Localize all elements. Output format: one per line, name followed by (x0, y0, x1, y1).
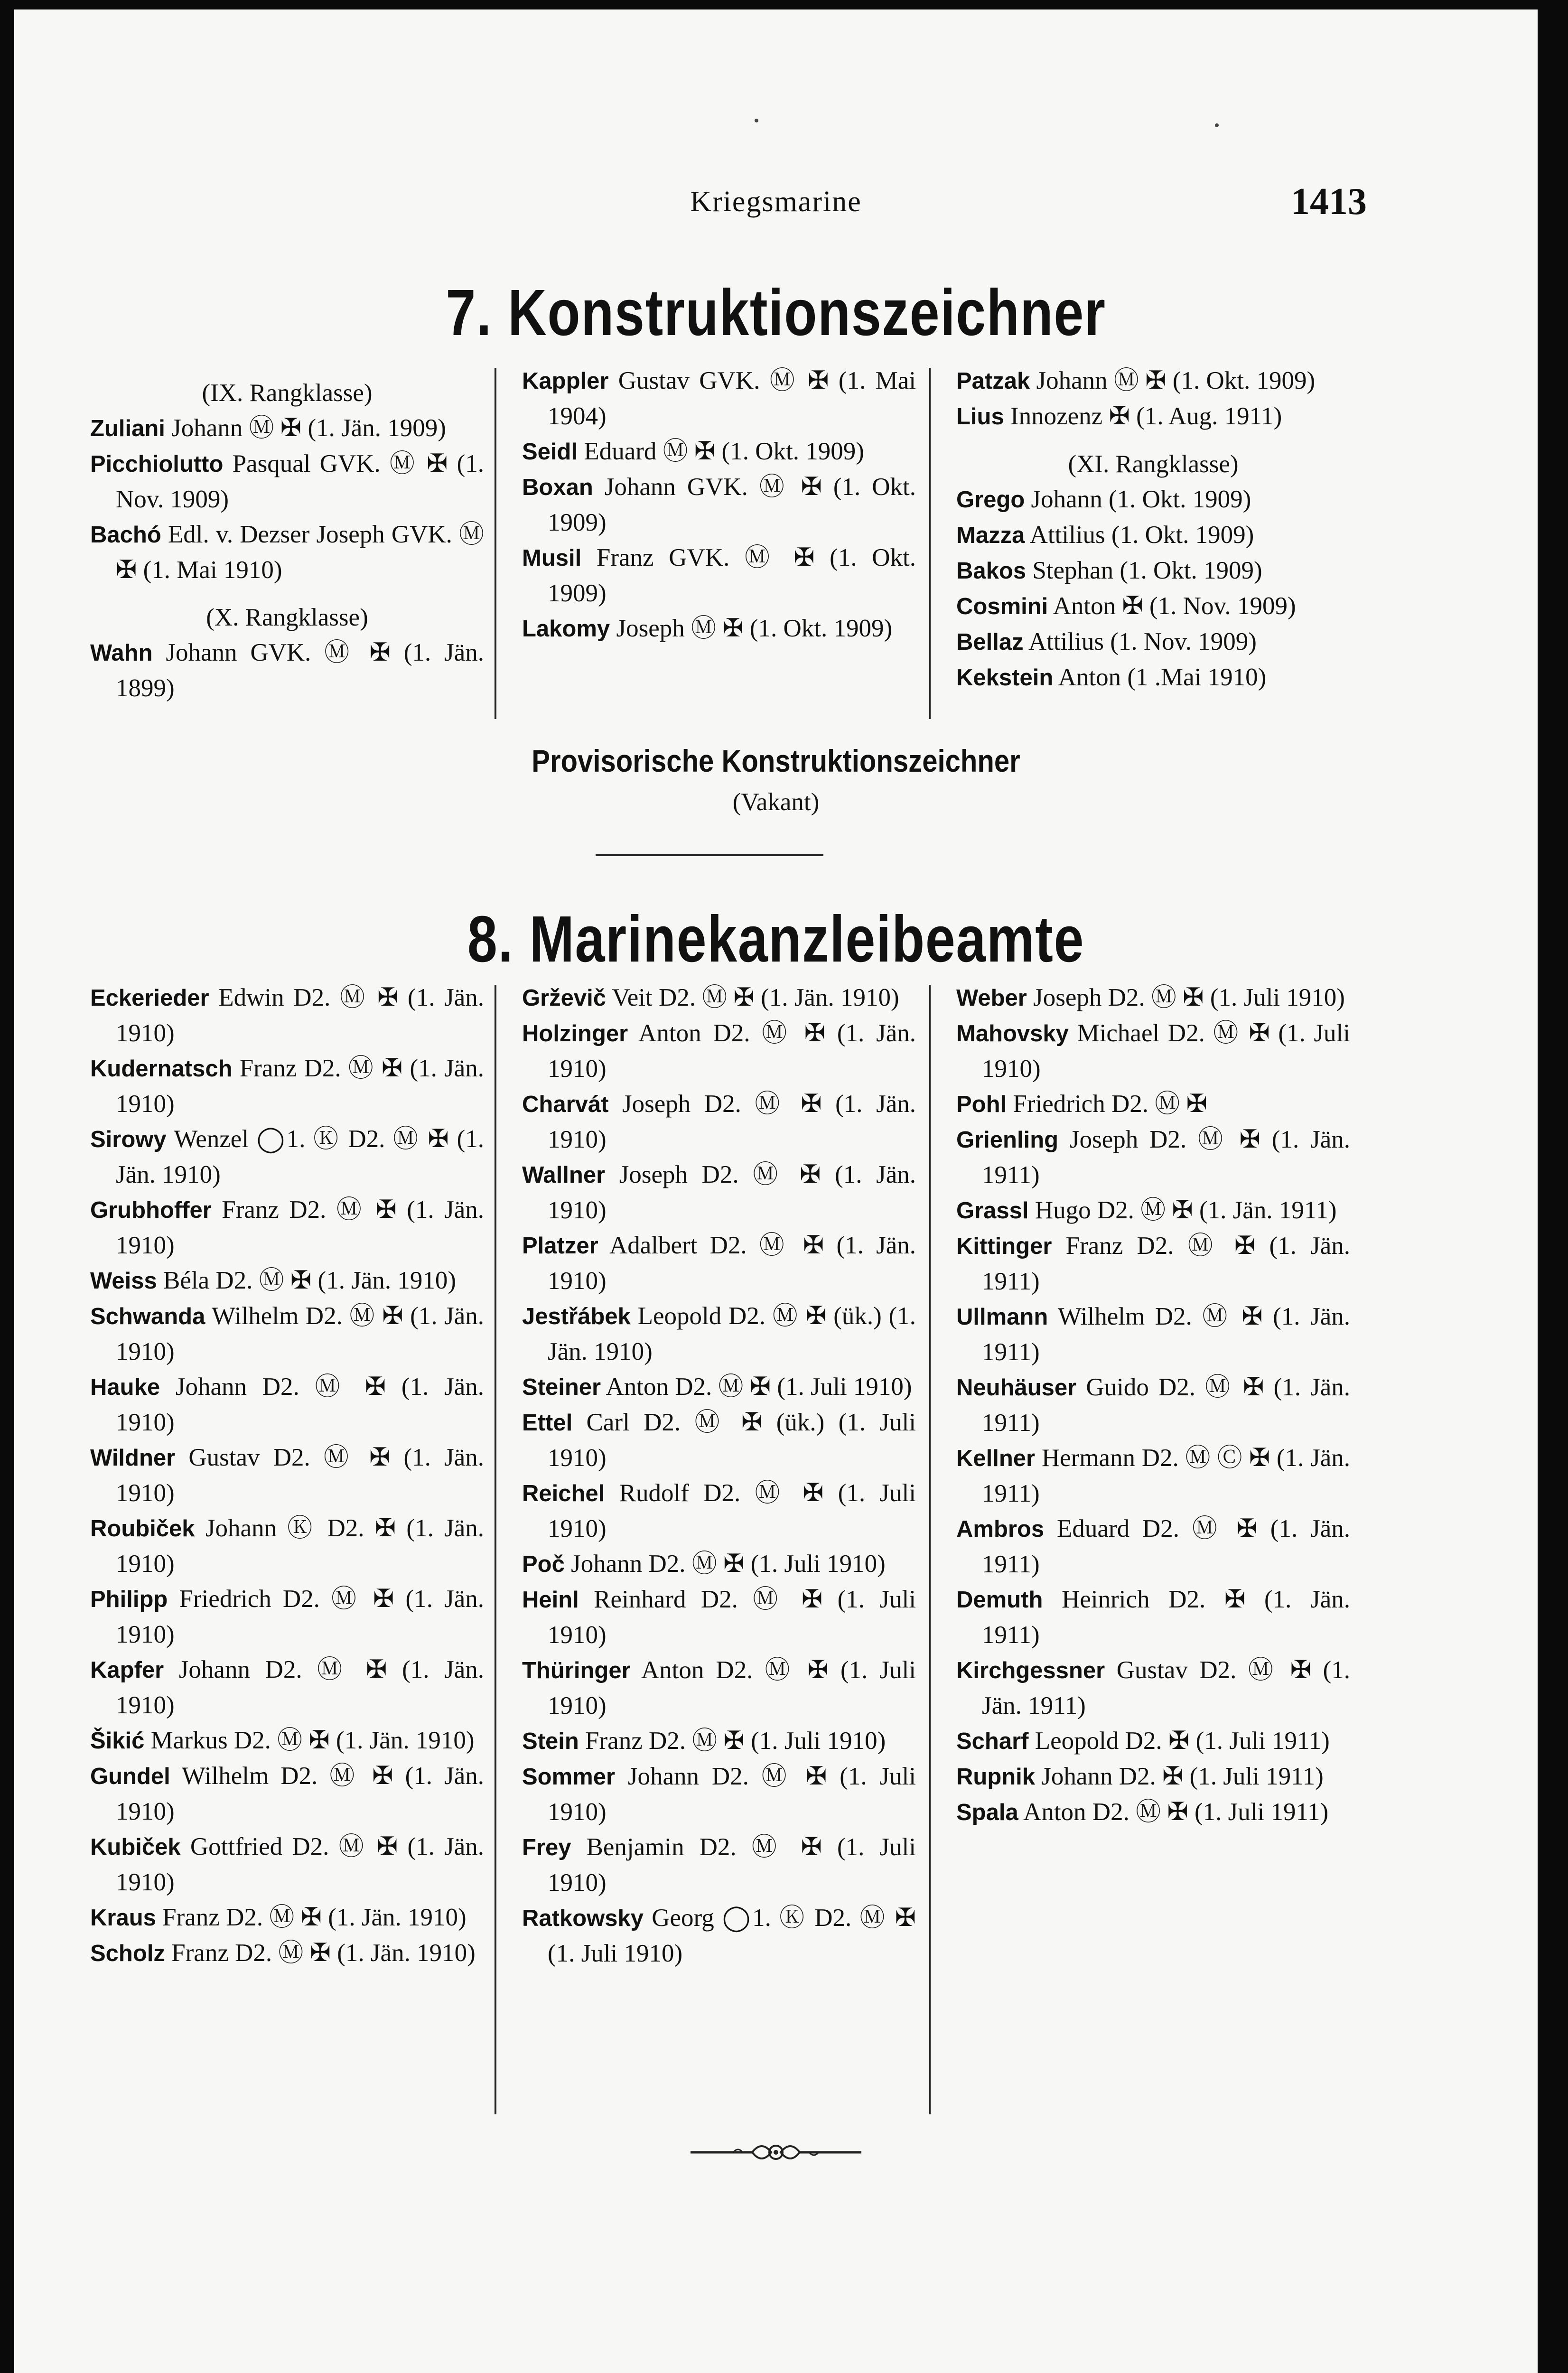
surname: Scholz (90, 1941, 165, 1966)
personnel-entry (956, 1794, 1350, 1830)
surname: Grubhoffer (90, 1197, 212, 1223)
scan-speck (1215, 123, 1219, 127)
personnel-entry (956, 517, 1350, 553)
surname: Spala (956, 1800, 1018, 1825)
surname: Ratkowsky (522, 1906, 644, 1931)
entry-details: Wilhelm D2. Ⓜ ✠ (1. Jän. 1910) (116, 1762, 484, 1825)
provisional-note: (Vakant) (732, 788, 820, 816)
personnel-entry (90, 1299, 484, 1369)
surname: Pohl (956, 1092, 1007, 1117)
personnel-entry (90, 980, 484, 1051)
surname: Charvát (522, 1092, 609, 1117)
entry-details: Joseph D2. Ⓜ ✠ (1. Jän. 1911) (982, 1126, 1350, 1189)
entry-details: Johann D2. Ⓜ ✠ (1. Jän. 1910) (116, 1373, 484, 1436)
entry-details: Heinrich D2. ✠ (1. Jän. 1911) (982, 1586, 1350, 1649)
surname: Scharf (956, 1728, 1029, 1754)
surname: Kappler (522, 368, 609, 394)
personnel-entry (522, 469, 916, 540)
personnel-entry (956, 1299, 1350, 1370)
personnel-entry (522, 1016, 916, 1086)
surname: Cosmini (956, 594, 1048, 619)
surname: Kittinger (956, 1233, 1052, 1259)
rank-class-heading: (IX. Rangklasse) (202, 379, 373, 407)
spacer (90, 588, 484, 600)
entry-details: Georg ◯1. Ⓚ D2. Ⓜ ✠ (1. Juli 1910) (548, 1904, 916, 1967)
entry-details: Stephan (1. Okt. 1909) (1026, 557, 1262, 584)
section-divider-rule (596, 854, 823, 856)
entry-details: Johann D2. Ⓜ ✠ (1. Juli 1910) (548, 1763, 916, 1826)
surname: Sommer (522, 1764, 616, 1790)
rank-class-heading: (XI. Rangklasse) (1068, 450, 1239, 478)
surname: Neuhäuser (956, 1375, 1077, 1401)
personnel-entry (90, 1900, 484, 1935)
entry-details: Pasqual GVK. Ⓜ ✠ (1. Nov. 1909) (116, 450, 484, 513)
scan-speck (755, 119, 758, 122)
personnel-entry (522, 363, 916, 434)
surname: Steiner (522, 1374, 601, 1400)
entry-details: Gottfried D2. Ⓜ ✠ (1. Jän. 1910) (116, 1833, 484, 1896)
entry-details: Johann GVK. Ⓜ ✠ (1. Jän. 1899) (116, 639, 484, 702)
surname: Sirowy (90, 1127, 167, 1152)
running-head-title: Kriegsmarine (690, 186, 862, 218)
personnel-entry (956, 1653, 1350, 1723)
surname: Ambros (956, 1516, 1045, 1542)
personnel-entry (956, 660, 1350, 695)
surname: Wildner (90, 1445, 176, 1471)
personnel-entry (90, 1263, 484, 1299)
personnel-entry (90, 1369, 484, 1440)
personnel-entry (522, 1405, 916, 1476)
surname: Kraus (90, 1905, 156, 1931)
entry-details: Veit D2. Ⓜ ✠ (1. Jän. 1910) (606, 984, 899, 1011)
surname: Gundel (90, 1764, 170, 1789)
personnel-entry (90, 1051, 484, 1121)
column-divider (929, 985, 931, 2114)
entry-details: Johann Ⓜ ✠ (1. Okt. 1909) (1030, 367, 1316, 394)
surname: Platzer (522, 1233, 598, 1259)
entry-details: Franz D2. Ⓜ ✠ (1. Jän. 1910) (165, 1939, 476, 1967)
document-page (14, 9, 1538, 2373)
personnel-entry (956, 624, 1350, 660)
entry-details: Attilius (1. Nov. 1909) (1023, 628, 1257, 655)
entry-details: Joseph Ⓜ ✠ (1. Okt. 1909) (610, 615, 893, 642)
personnel-entry (522, 1653, 916, 1723)
personnel-entry (522, 1900, 916, 1971)
surname: Rupnik (956, 1764, 1036, 1790)
entry-details: Edl. v. Dezser Joseph GVK. Ⓜ ✠ (1. Mai 1910) (116, 521, 484, 584)
entry-details: Leopold D2. ✠ (1. Juli 1911) (1028, 1727, 1330, 1755)
surname: Kellner (956, 1446, 1036, 1471)
surname: Bakos (956, 558, 1027, 584)
section-7-column-3 (956, 363, 1350, 695)
entry-details: Eduard Ⓜ ✠ (1. Okt. 1909) (578, 438, 864, 465)
surname: Holzinger (522, 1021, 628, 1046)
section-8-title: 8. Marinekanzleibeamte (467, 903, 1085, 976)
entry-details: Michael D2. Ⓜ ✠ (1. Juli 1910) (982, 1019, 1350, 1083)
surname: Ettel (522, 1410, 573, 1436)
personnel-entry (522, 1476, 916, 1546)
surname: Kudernatsch (90, 1056, 233, 1082)
surname: Zuliani (90, 416, 165, 441)
entry-details: Franz D2. Ⓜ ✠ (1. Jän. 1910) (116, 1055, 484, 1118)
entry-details: Johann (1. Okt. 1909) (1025, 486, 1251, 513)
surname: Roubiček (90, 1516, 195, 1542)
surname: Bachó (90, 522, 161, 548)
spacer (956, 434, 1350, 447)
surname: Heinl (522, 1587, 579, 1613)
surname: Eckerieder (90, 985, 209, 1011)
personnel-entry (522, 540, 916, 611)
surname: Wallner (522, 1162, 606, 1188)
surname: Picchiolutto (90, 451, 224, 477)
personnel-entry (956, 1016, 1350, 1086)
surname: Kekstein (956, 665, 1054, 691)
personnel-entry (956, 399, 1350, 434)
entry-details: Johann Ⓚ D2. ✠ (1. Jän. 1910) (116, 1514, 484, 1578)
surname: Bellaz (956, 629, 1024, 655)
surname: Poč (522, 1551, 565, 1577)
personnel-entry (956, 482, 1350, 517)
surname: Seidl (522, 439, 578, 465)
entry-details: Wilhelm D2. Ⓜ ✠ (1. Jän. 1910) (116, 1302, 484, 1365)
surname: Hauke (90, 1374, 160, 1400)
surname: Boxan (522, 475, 593, 500)
surname: Grienling (956, 1127, 1059, 1153)
surname: Stein (522, 1728, 579, 1754)
entry-details: Hugo D2. Ⓜ ✠ (1. Jän. 1911) (1028, 1196, 1337, 1224)
personnel-entry (956, 980, 1350, 1016)
entry-details: Edwin D2. Ⓜ ✠ (1. Jän. 1910) (116, 984, 484, 1047)
surname: Šikić (90, 1728, 145, 1754)
entry-details: Franz D2. Ⓜ ✠ (1. Jän. 1910) (116, 1196, 484, 1259)
personnel-entry (956, 1759, 1350, 1794)
personnel-entry (522, 1582, 916, 1653)
surname: Thüringer (522, 1658, 631, 1683)
surname: Musil (522, 545, 582, 571)
entry-details: Franz D2. Ⓜ ✠ (1. Jän. 1911) (982, 1232, 1350, 1295)
entry-details: Eduard D2. Ⓜ ✠ (1. Jän. 1911) (982, 1515, 1350, 1578)
personnel-entry (956, 1582, 1350, 1653)
personnel-entry (956, 589, 1350, 624)
entry-details: Gustav GVK. Ⓜ ✠ (1. Mai 1904) (548, 367, 916, 430)
section-8-column-1 (90, 980, 484, 1971)
personnel-entry (956, 1370, 1350, 1440)
surname: Mazza (956, 523, 1025, 548)
personnel-entry (522, 1369, 916, 1405)
entry-details: Anton D2. Ⓜ ✠ (1. Juli 1910) (601, 1373, 912, 1401)
personnel-entry (90, 635, 484, 706)
entry-details: Attilius (1. Okt. 1909) (1025, 521, 1254, 549)
provisional-heading: Provisorische Konstruktionszeichner (532, 743, 1020, 778)
surname: Demuth (956, 1587, 1043, 1613)
entry-details: Franz D2. Ⓜ ✠ (1. Jän. 1910) (156, 1904, 467, 1931)
surname: Kapfer (90, 1657, 164, 1683)
personnel-entry (90, 1652, 484, 1723)
personnel-entry (522, 1723, 916, 1759)
personnel-entry (90, 1935, 484, 1971)
personnel-entry (90, 446, 484, 517)
surname: Weiss (90, 1268, 157, 1294)
entry-details: Markus D2. Ⓜ ✠ (1. Jän. 1910) (144, 1727, 475, 1754)
personnel-entry (522, 434, 916, 469)
entry-details: Wilhelm D2. Ⓜ ✠ (1. Jän. 1911) (982, 1303, 1350, 1366)
section-8-column-2 (522, 980, 916, 1971)
surname: Kirchgessner (956, 1658, 1105, 1683)
personnel-entry (90, 1192, 484, 1263)
section-7-column-2 (522, 363, 916, 646)
entry-details: Joseph D2. Ⓜ ✠ (1. Juli 1910) (1027, 984, 1345, 1011)
surname: Kubiček (90, 1834, 181, 1860)
entry-details: Friedrich D2. Ⓜ ✠ (1. Jän. 1910) (116, 1585, 484, 1648)
section-8-column-3 (956, 980, 1350, 1830)
entry-details: Franz D2. Ⓜ ✠ (1. Juli 1910) (579, 1727, 886, 1755)
entry-details: Leopold D2. Ⓜ ✠ (ük.) (1. Jän. 1910) (548, 1302, 916, 1365)
surname: Lius (956, 404, 1004, 430)
personnel-entry (90, 1121, 484, 1192)
personnel-entry (90, 1440, 484, 1511)
entry-details: Gustav D2. Ⓜ ✠ (1. Jän. 1910) (116, 1444, 484, 1507)
surname: Philipp (90, 1587, 168, 1612)
entry-details: Adalbert D2. Ⓜ ✠ (1. Jän. 1910) (548, 1232, 916, 1295)
personnel-entry (522, 1086, 916, 1157)
page-number: 1413 (1291, 181, 1367, 223)
surname: Grževič (522, 985, 607, 1011)
entry-details: Wenzel ◯1. Ⓚ D2. Ⓜ ✠ (1. Jän. 1910) (116, 1125, 484, 1188)
section-7-column-1 (90, 363, 484, 706)
rank-class-heading: (X. Rangklasse) (206, 604, 368, 631)
surname: Reichel (522, 1481, 605, 1506)
end-ornament-icon (14, 2136, 1538, 2171)
personnel-entry (522, 980, 916, 1016)
entry-details: Johann D2. Ⓜ ✠ (1. Jän. 1910) (116, 1656, 484, 1719)
entry-details: Benjamin D2. Ⓜ ✠ (1. Juli 1910) (548, 1833, 916, 1897)
entry-details: Gustav D2. Ⓜ ✠ (1. Jän. 1911) (982, 1656, 1350, 1719)
column-divider (929, 368, 931, 719)
personnel-entry (956, 1086, 1350, 1122)
entry-details: Franz GVK. Ⓜ ✠ (1. Okt. 1909) (548, 544, 916, 607)
personnel-entry (956, 1723, 1350, 1759)
entry-details: Carl D2. Ⓜ ✠ (ük.) (1. Juli 1910) (548, 1409, 916, 1472)
personnel-entry (522, 611, 916, 646)
personnel-entry (90, 411, 484, 446)
personnel-entry (522, 1546, 916, 1582)
personnel-entry (956, 1122, 1350, 1193)
surname: Jestřábek (522, 1304, 631, 1329)
entry-details: Johann GVK. Ⓜ ✠ (1. Okt. 1909) (548, 473, 916, 536)
column-divider (495, 368, 496, 719)
entry-details: Reinhard D2. Ⓜ ✠ (1. Juli 1910) (548, 1586, 916, 1649)
personnel-entry (90, 1758, 484, 1829)
personnel-entry (90, 1723, 484, 1758)
personnel-entry (90, 1581, 484, 1652)
entry-details: Anton D2. Ⓜ ✠ (1. Jän. 1910) (548, 1019, 916, 1083)
personnel-entry (956, 553, 1350, 589)
surname: Frey (522, 1835, 571, 1860)
column-divider (495, 985, 496, 2114)
entry-details: Anton (1 .Mai 1910) (1053, 663, 1267, 691)
personnel-entry (956, 1193, 1350, 1228)
personnel-entry (90, 1511, 484, 1581)
entry-details: Rudolf D2. Ⓜ ✠ (1. Juli 1910) (548, 1479, 916, 1542)
entry-details: Anton ✠ (1. Nov. 1909) (1048, 592, 1296, 620)
surname: Mahovsky (956, 1021, 1069, 1046)
entry-details: Béla D2. Ⓜ ✠ (1. Jän. 1910) (157, 1267, 456, 1294)
entry-details: Anton D2. Ⓜ ✠ (1. Juli 1911) (1018, 1798, 1329, 1826)
surname: Wahn (90, 640, 153, 666)
entry-details: Joseph D2. Ⓜ ✠ (1. Jän. 1910) (548, 1090, 916, 1153)
surname: Lakomy (522, 616, 610, 642)
section-7-title: 7. Konstruktionszeichner (446, 276, 1106, 349)
personnel-entry (522, 1299, 916, 1369)
personnel-entry (956, 363, 1350, 399)
entry-details: Johann Ⓜ ✠ (1. Jän. 1909) (165, 414, 446, 442)
entry-details: Innozenz ✠ (1. Aug. 1911) (1004, 402, 1282, 430)
personnel-entry (90, 517, 484, 588)
surname: Weber (956, 985, 1027, 1011)
surname: Grassl (956, 1198, 1029, 1224)
personnel-entry (522, 1157, 916, 1228)
entry-details: Johann D2. ✠ (1. Juli 1911) (1035, 1763, 1324, 1790)
personnel-entry (90, 1829, 484, 1900)
personnel-entry (956, 1228, 1350, 1299)
entry-details: Guido D2. Ⓜ ✠ (1. Jän. 1911) (982, 1373, 1350, 1437)
personnel-entry (956, 1511, 1350, 1582)
spacer (90, 363, 484, 375)
surname: Schwanda (90, 1304, 205, 1329)
surname: Patzak (956, 368, 1030, 394)
surname: Ullmann (956, 1304, 1048, 1330)
personnel-entry (522, 1830, 916, 1900)
running-head (14, 180, 1538, 228)
entry-details: Anton D2. Ⓜ ✠ (1. Juli 1910) (548, 1656, 916, 1719)
entry-details: Johann D2. Ⓜ ✠ (1. Juli 1910) (564, 1550, 886, 1578)
personnel-entry (956, 1440, 1350, 1511)
entry-details: Hermann D2. Ⓜ Ⓒ ✠ (1. Jän. 1911) (982, 1444, 1350, 1507)
surname: Grego (956, 487, 1025, 513)
entry-details: Friedrich D2. Ⓜ ✠ (1007, 1090, 1207, 1118)
personnel-entry (522, 1228, 916, 1299)
personnel-entry (522, 1759, 916, 1830)
entry-details: Joseph D2. Ⓜ ✠ (1. Jän. 1910) (548, 1161, 916, 1224)
